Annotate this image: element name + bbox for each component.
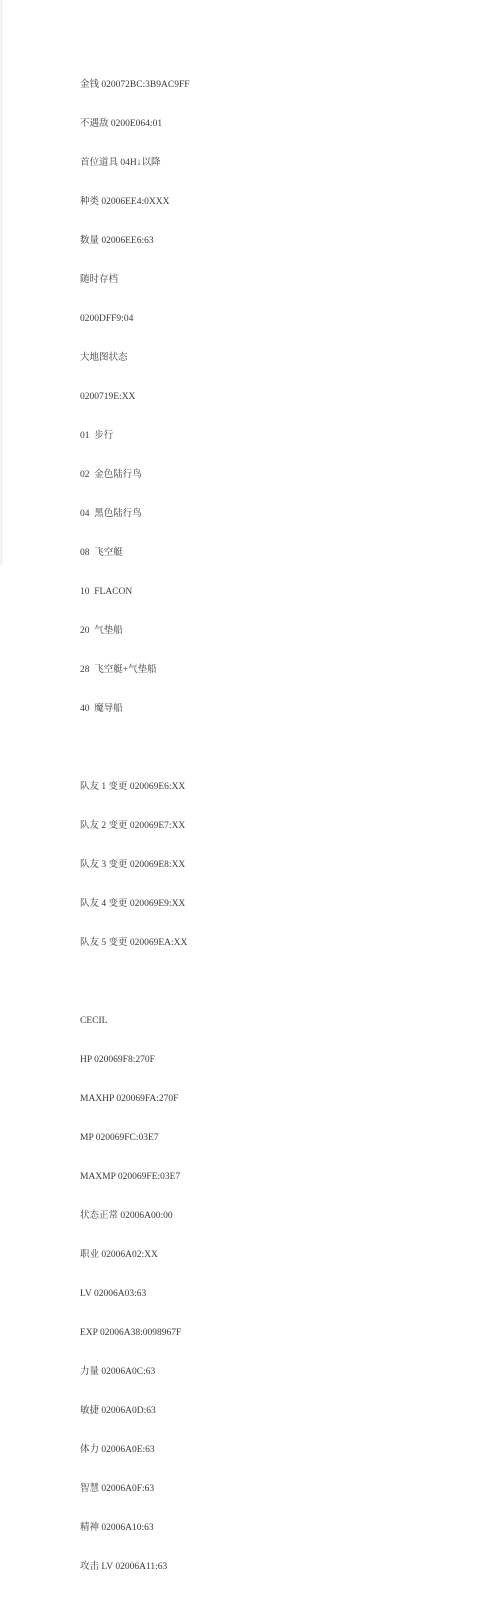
text-line: 队友 5 变更 020069EA:XX xyxy=(80,938,188,948)
text-line: 不遇敌 0200E064:01 xyxy=(80,119,163,129)
text-line: 28 飞空艇+气垫船 xyxy=(80,665,157,675)
page-left-edge xyxy=(0,0,3,565)
text-line: 金钱 020072BC:3B9AC9FF xyxy=(80,80,190,90)
text-line: 08 飞空艇 xyxy=(80,548,123,558)
text-line: 攻击 LV 02006A11:63 xyxy=(80,1562,168,1572)
text-line: 职业 02006A02:XX xyxy=(80,1250,158,1260)
text-line: 力量 02006A0C:63 xyxy=(80,1367,156,1377)
text-line: 0200719E:XX xyxy=(80,392,136,402)
text-line: 队友 4 变更 020069E9:XX xyxy=(80,899,186,909)
text-line: 01 步行 xyxy=(80,431,114,441)
text-line: 敏捷 02006A0D:63 xyxy=(80,1406,156,1416)
text-line: 随时存档 xyxy=(80,275,119,285)
cheat-code-list xyxy=(80,53,190,1600)
text-line: MAXMP 020069FE:03E7 xyxy=(80,1172,181,1182)
text-line: CECIL xyxy=(80,1016,108,1026)
text-line: 20 气垫船 xyxy=(80,626,123,636)
text-line: 智慧 02006A0F:63 xyxy=(80,1484,155,1494)
text-line: 精神 02006A10:63 xyxy=(80,1523,154,1533)
text-line: HP 020069F8:270F xyxy=(80,1055,155,1065)
text-line: 队友 1 变更 020069E6:XX xyxy=(80,782,186,792)
text-line: 数量 02006EE6:63 xyxy=(80,236,154,246)
text-line: 状态正常 02006A00:00 xyxy=(80,1211,173,1221)
blank-line xyxy=(80,742,190,755)
text-line: LV 02006A03:63 xyxy=(80,1289,147,1299)
text-line: 队友 3 变更 020069E8:XX xyxy=(80,860,186,870)
blank-line xyxy=(80,976,190,989)
text-line: 0200DFF9:04 xyxy=(80,314,134,324)
text-line: 体力 02006A0E:63 xyxy=(80,1445,155,1455)
text-line: 大地图状态 xyxy=(80,353,128,363)
text-line: 首位道具 04H↓以降 xyxy=(80,158,161,168)
text-line: 种类 02006EE4:0XXX xyxy=(80,197,170,207)
text-line: MAXHP 020069FA:270F xyxy=(80,1094,179,1104)
text-line: MP 020069FC:03E7 xyxy=(80,1133,159,1143)
text-line: 10 FLACON xyxy=(80,587,133,597)
text-line: EXP 02006A38:0098967F xyxy=(80,1328,182,1338)
text-line: 04 黑色陆行鸟 xyxy=(80,509,142,519)
text-line: 02 金色陆行鸟 xyxy=(80,470,142,480)
text-line: 40 魔导船 xyxy=(80,704,123,714)
text-line: 队友 2 变更 020069E7:XX xyxy=(80,821,186,831)
